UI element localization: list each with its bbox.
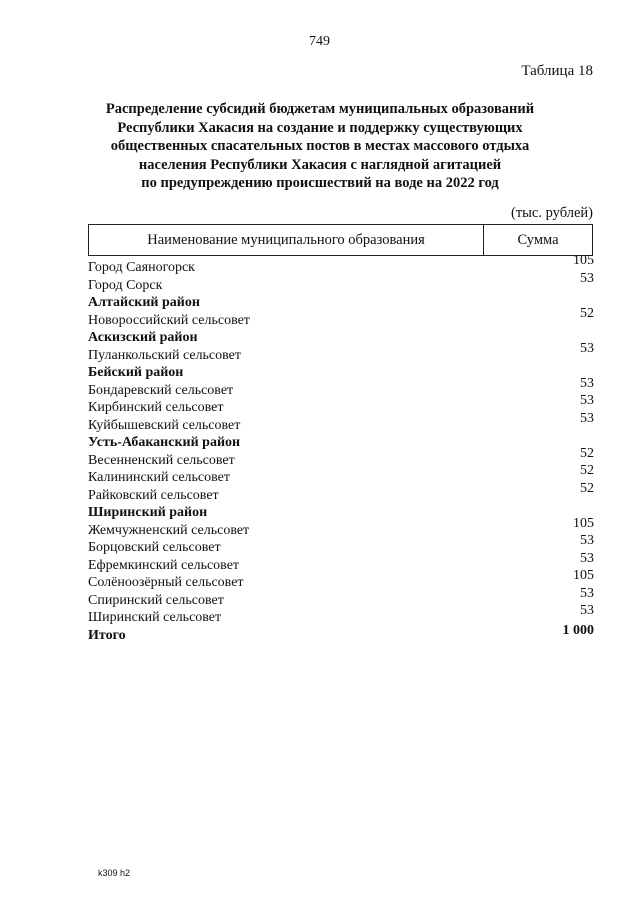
title-line: Республики Хакасия на создание и поддержку существующих	[117, 119, 523, 136]
table-row	[88, 410, 594, 433]
table-row	[88, 515, 594, 538]
title-line: населения Республики Хакасия с наглядной агитацией	[138, 156, 502, 173]
table-row	[88, 375, 594, 398]
district-heading-row	[88, 361, 594, 379]
municipality-name: Куйбышевский сельсовет	[88, 417, 241, 433]
municipality-name: Бондаревский сельсовет	[88, 382, 234, 398]
subsidy-amount: 53	[580, 585, 594, 601]
district-heading-row	[88, 326, 594, 344]
municipality-name: Райковский сельсовет	[88, 487, 219, 503]
subsidy-amount: 52	[580, 480, 594, 496]
table-row	[88, 533, 594, 555]
subsidy-amount: 53	[580, 375, 594, 391]
municipality-name: Бейский район	[88, 365, 184, 380]
subsidy-amount: 52	[580, 445, 594, 461]
table-body	[88, 253, 594, 643]
municipality-name: Усть-Абаканский район	[88, 435, 241, 450]
municipality-name: Город Сорск	[88, 277, 163, 293]
table-row	[88, 393, 594, 415]
table-row	[88, 585, 594, 608]
subsidy-amount: 52	[580, 463, 594, 478]
subsidy-amount: 53	[580, 533, 594, 548]
table-title	[80, 100, 560, 193]
municipality-name: Весенненский сельсовет	[88, 452, 235, 468]
municipality-name: Новороссийский сельсовет	[88, 312, 250, 328]
column-header-sum: Сумма	[517, 231, 559, 248]
subsidy-amount: 52	[580, 305, 594, 321]
subsidy-amount: 53	[580, 410, 594, 426]
municipality-name: Алтайский район	[88, 295, 200, 310]
table-row	[88, 568, 594, 590]
table-row	[88, 603, 594, 625]
table-row	[88, 270, 594, 293]
title-line: общественных спасательных постов в местах массового отдыха	[110, 138, 530, 154]
table-row	[88, 463, 594, 485]
municipality-name: Ширинский сельсовет	[88, 610, 222, 625]
municipality-name: Кирбинский сельсовет	[88, 400, 224, 415]
subsidy-amount: 53	[580, 393, 594, 408]
municipality-name: Борцовский сельсовет	[88, 540, 221, 555]
subsidy-amount: 53	[580, 340, 594, 356]
subsidy-amount: 1 000	[562, 622, 594, 638]
municipality-name: Солёноозёрный сельсовет	[88, 575, 244, 590]
table-row	[88, 445, 594, 468]
subsidy-amount: 53	[580, 603, 594, 618]
table-row	[88, 480, 594, 503]
subsidy-amount: 105	[573, 568, 594, 583]
title-line: по предупреждению происшествий на воде на 2022 год	[141, 175, 499, 191]
footer-code: k309 h2	[98, 868, 131, 878]
column-header-name: Наименование муниципального образования	[89, 225, 484, 255]
municipality-name: Итого	[88, 627, 126, 643]
title-line: Распределение субсидий бюджетам муниципальных образований	[105, 101, 535, 117]
table-row	[88, 305, 594, 328]
district-heading-row	[88, 291, 594, 309]
subsidy-amount: 105	[573, 515, 594, 531]
municipality-name: Ефремкинский сельсовет	[88, 557, 240, 573]
municipality-name: Калининский сельсовет	[88, 470, 230, 485]
municipality-name: Аскизский район	[88, 330, 198, 345]
subsidy-amount: 53	[580, 270, 594, 286]
table-row	[88, 550, 594, 573]
table-row	[88, 253, 594, 275]
municipality-name: Жемчужненский сельсовет	[88, 522, 250, 538]
page-number: 749	[309, 34, 330, 49]
district-heading-row	[88, 501, 594, 519]
subsidy-amount: 105	[573, 253, 594, 268]
total-row	[88, 624, 594, 642]
municipality-name: Спиринский сельсовет	[88, 592, 224, 608]
table-row	[88, 340, 594, 363]
district-heading-row	[88, 431, 594, 449]
municipality-name: Пуланкольский сельсовет	[88, 347, 242, 363]
table-header	[88, 224, 593, 256]
municipality-name: Город Саяногорск	[88, 260, 195, 275]
table-label: Таблица 18	[521, 63, 593, 79]
municipality-name: Ширинский район	[88, 505, 208, 520]
subsidy-amount: 53	[580, 550, 594, 566]
units-label: (тыс. рублей)	[511, 205, 593, 221]
